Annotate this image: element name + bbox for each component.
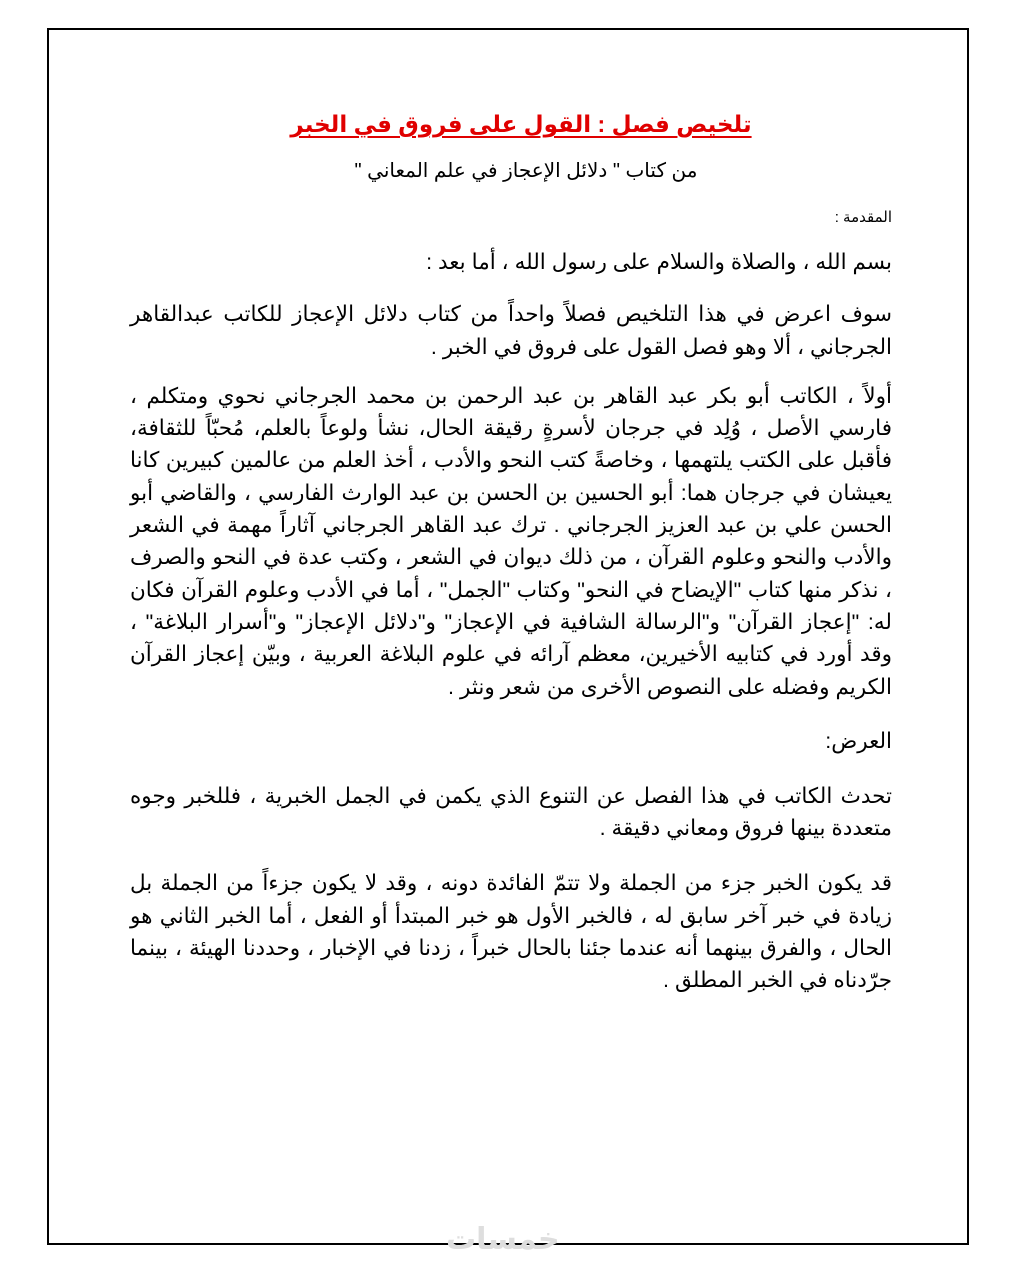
watermark-logo: خمسات (446, 1223, 560, 1256)
author-biography-paragraph: أولاً ، الكاتب أبو بكر عبد القاهر بن عبد الرحمن بن محمد الجرجاني نحوي ومتكلم ، فارسي الأصل ، وُلِد في جرجان لأسرةٍ رقيقة الحال، نشأ ولوعاً بالعلم، مُحبّاً للثقافة، فأقبل على الكتب يلتهمها ، وخاصةً كتب النحو والأدب ، أخذ العلم من عالمين كبيرين كانا يعيشان في جرجان هما: أبو الحسين بن الحسن بن عبد الوارث الفارسي ، والقاضي أبو الحسن علي بن عبد العزيز الجرجاني . ترك عبد القاهر الجرجاني آثاراً مهمة في الشعر والأدب والنحو وعلوم القرآن ، من ذلك ديوان في الشعر ، وكتب عدة في النحو والصرف ، نذكر منها كتاب "الإيضاح في النحو" وكتاب "الجمل" ، أما في الأدب وعلوم القرآن فكان له: "إعجاز القرآن" و"الرسالة الشافية في الإعجاز" و"دلائل الإعجاز" و"أسرار البلاغة" ، وقد أورد في كتابيه الأخيرين، معظم آرائه في علوم البلاغة العربية ، وبيّن إعجاز القرآن الكريم وفضله على النصوص الأخرى من شعر ونثر . (130, 383, 892, 699)
introduction-label: المقدمة : (834, 209, 892, 226)
khabar-paragraph: قد يكون الخبر جزء من الجملة ولا تتمّ الفائدة دونه ، وقد لا يكون جزءاً من الجملة بل زيادة في خبر آخر سابق له ، فالخبر الأول هو خبر المبتدأ أو الفعل ، أما الخبر الثاني هو الحال ، والفرق بينهما أنه عندما جئنا بالحال خبراً ، زدنا في الإخبار ، وحددنا الهيئة ، بينما جرّدناه في الخبر المطلق . (130, 871, 892, 993)
presentation-paragraph: تحدث الكاتب في هذا الفصل عن التنوع الذي يكمن في الجمل الخبرية ، فللخبر وجوه متعددة بينها فروق ومعاني دقيقة . (130, 783, 892, 841)
document-title: تلخيص فصل : القول على فروق في الخبر (290, 111, 752, 137)
basmala-paragraph: بسم الله ، والصلاة والسلام على رسول الله ، أما بعد : (426, 250, 892, 274)
document-body (130, 100, 892, 997)
purpose-paragraph: سوف اعرض في هذا التلخيص فصلاً واحداً من كتاب دلائل الإعجاز للكاتب عبدالقاهر الجرجاني ، ألا وهو فصل القول على فروق في الخبر . (130, 302, 892, 359)
document-subtitle: من كتاب " دلائل الإعجاز في علم المعاني " (354, 160, 698, 182)
presentation-label: العرض: (825, 728, 892, 753)
